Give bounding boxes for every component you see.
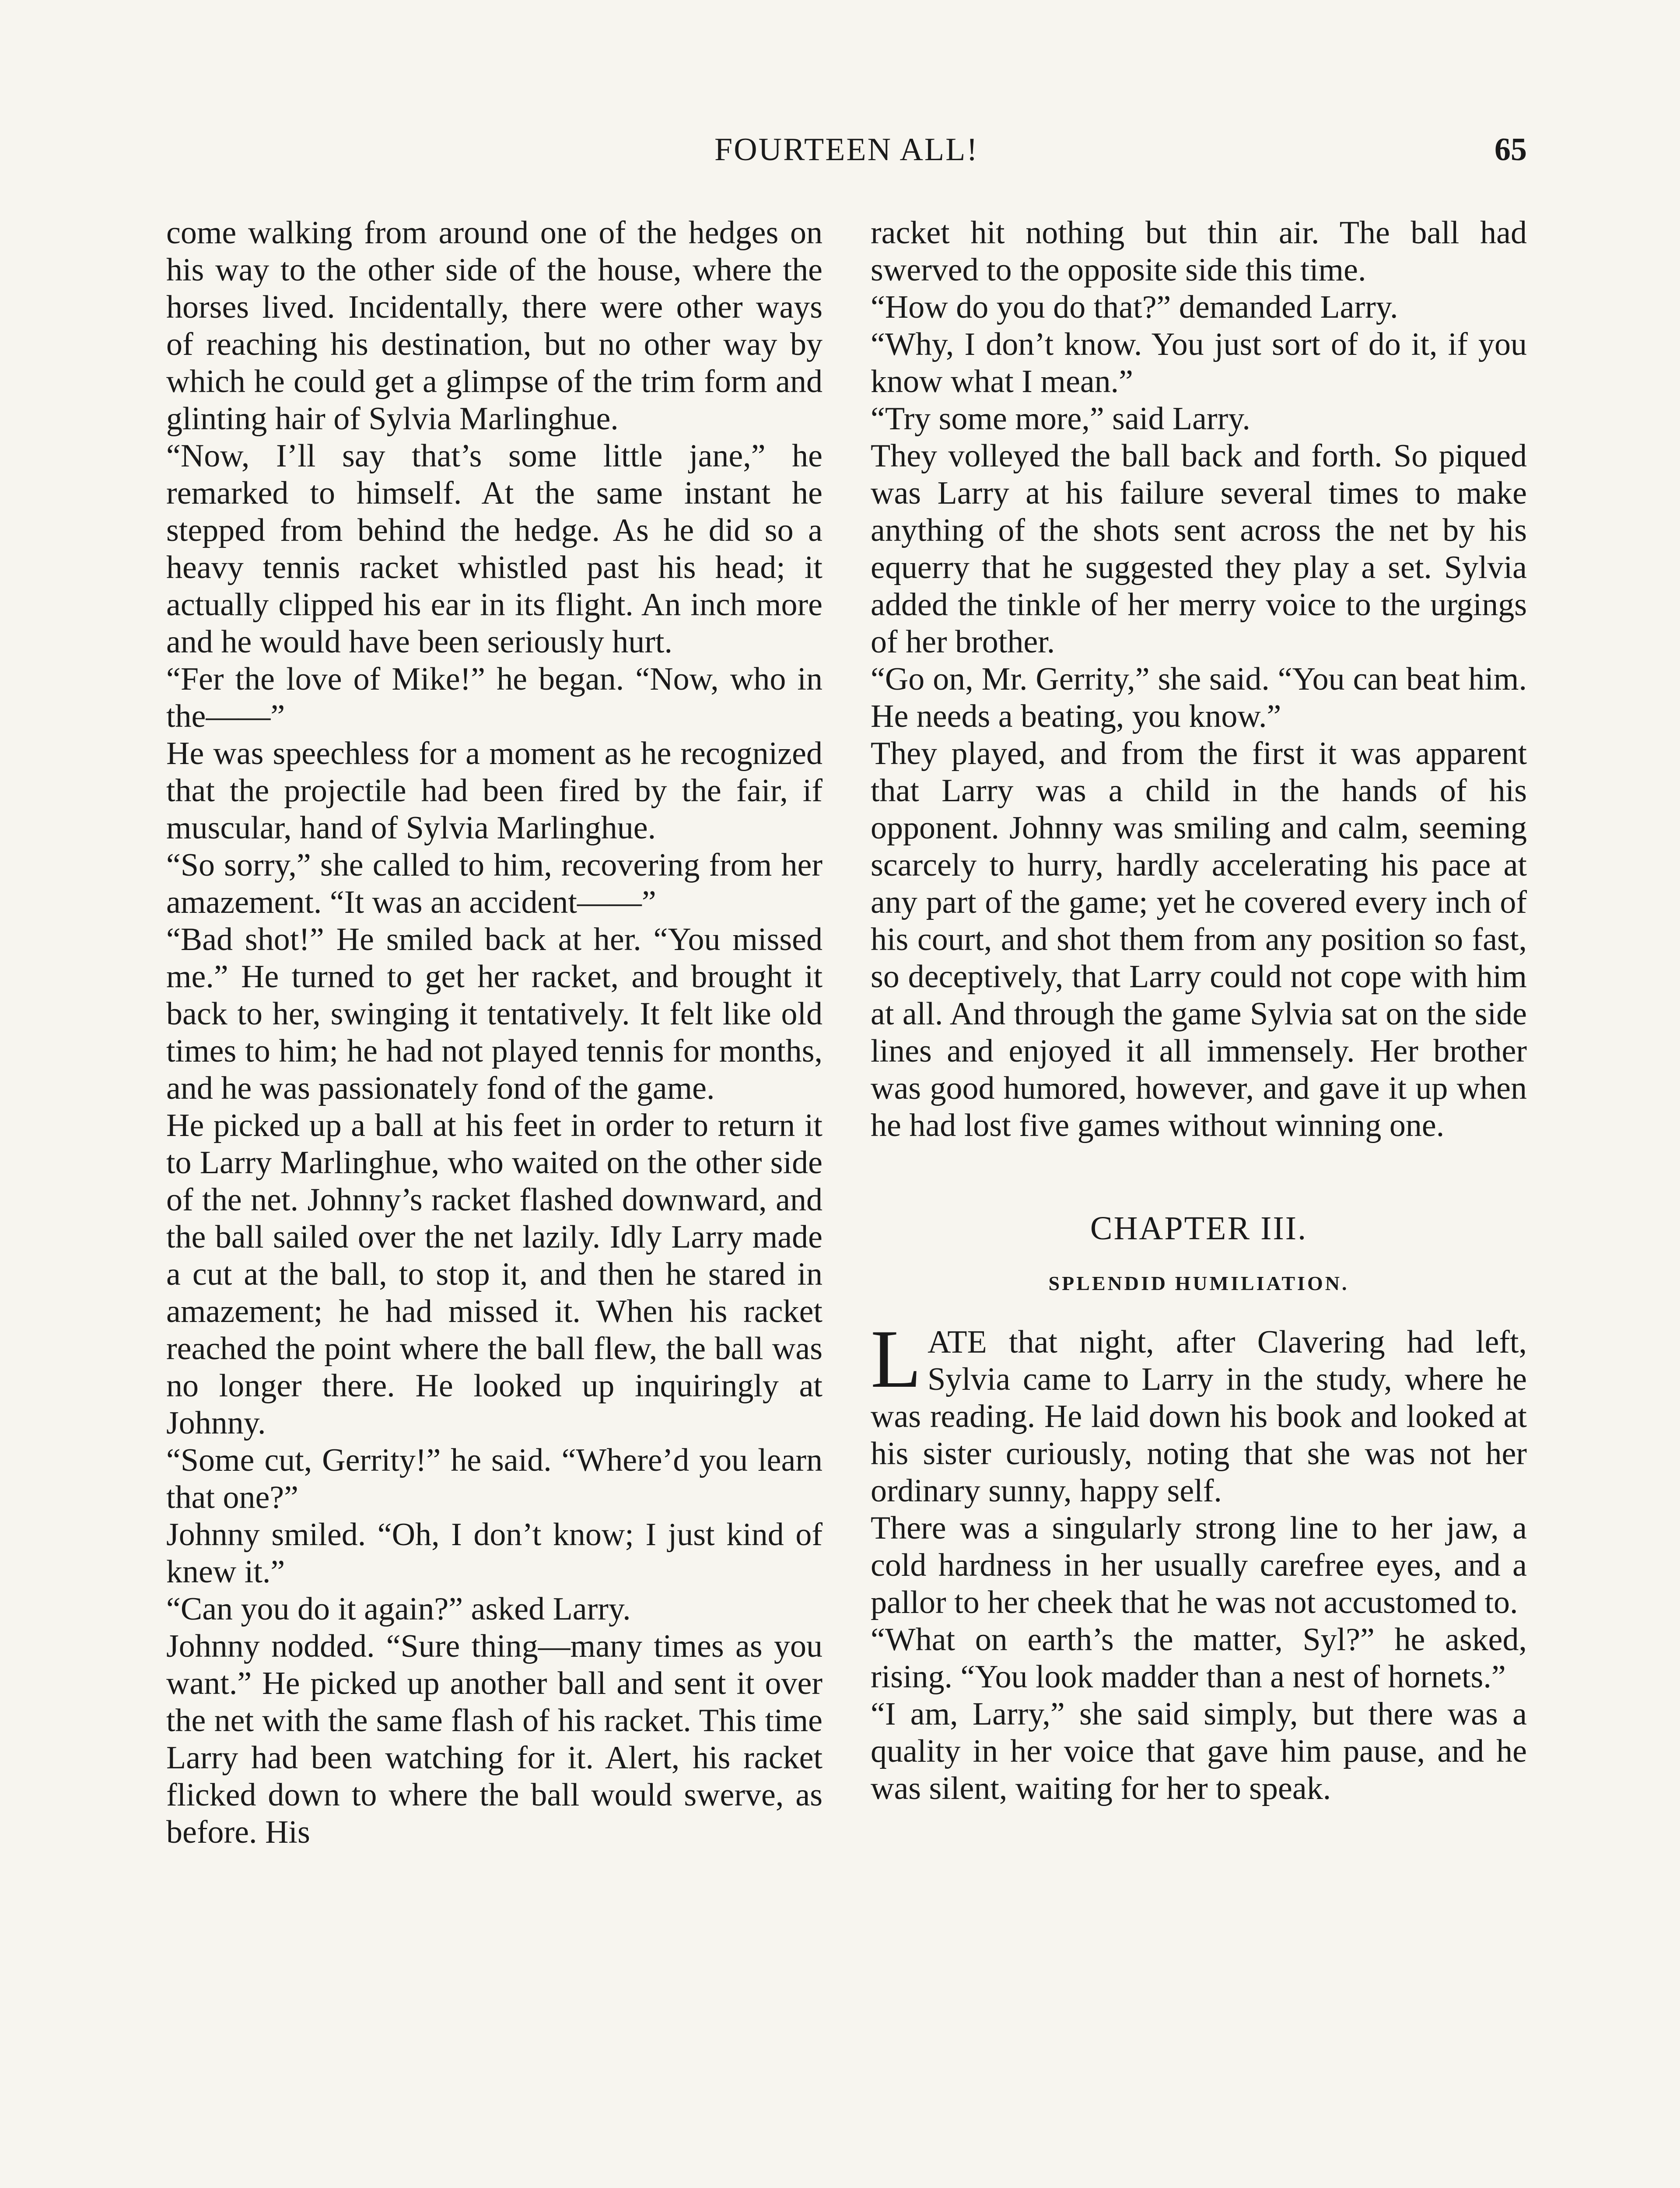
paragraph: They played, and from the first it was apparent that Larry was a child in the hands of his opponent. Johnny was smiling and calm, seeming scarcely to hurry, hardly accelerating his pace at any part of the game; yet he covered every inch of his court, and shot them from any position so fast, so deceptively, that Larry could not cope with him at all. And through the game Sylvia sat on the side lines and enjoyed it all immensely. Her brother was good humored, however, and gave it up when he had lost five games without winning one.	[871, 736, 1527, 1143]
left-column	[166, 214, 822, 2188]
paragraph: “Go on, Mr. Gerrity,” she said. “You can beat him. He needs a beating, you know.”	[871, 661, 1527, 734]
chapter-subtitle: SPLENDID HUMILIATION.	[1048, 1272, 1349, 1294]
page-number: 65	[1494, 132, 1527, 168]
chapter-heading: CHAPTER III.	[1090, 1210, 1308, 1247]
paragraph: They volleyed the ball back and forth. So piqued was Larry at his failure several times to make anything of the shots sent across the net by his equerry that he suggested they play a set. Sylvia added the tinkle of her merry voice to the urgings of her brother.	[871, 438, 1527, 660]
paragraph: “Now, I’ll say that’s some little jane,” he remarked to himself. At the same instant he stepped from behind the hedge. As he did so a heavy tennis racket whistled past his head; it actually clipped his ear in its flight. An inch more and he would have been seriously hurt.	[166, 438, 822, 660]
paragraph: “So sorry,” she called to him, recovering from her amazement. “It was an accident——”	[166, 847, 822, 920]
paragraph: “Some cut, Gerrity!” he said. “Where’d you learn that one?”	[166, 1442, 822, 1515]
paragraph: “Why, I don’t know. You just sort of do it, if you know what I mean.”	[871, 326, 1527, 400]
paragraph: “Fer the love of Mike!” he began. “Now, who in the——”	[166, 661, 822, 734]
paragraph: come walking from around one of the hedges on his way to the other side of the house, where the horses lived. Incidentally, there were other ways of reaching his destination, but no other way by which he could get a glimpse of the trim form and glinting hair of Sylvia Marlinghue.	[166, 215, 822, 437]
chapter-first-paragraph	[871, 1313, 1527, 1510]
paragraph: racket hit nothing but thin air. The ball had swerved to the opposite side this time.	[871, 215, 1527, 288]
paragraph: He was speechless for a moment as he recognized that the projectile had been fired by the fair, if muscular, hand of Sylvia Marlinghue.	[166, 736, 822, 846]
paragraph: Johnny smiled. “Oh, I don’t know; I just kind of knew it.”	[166, 1517, 822, 1590]
paragraph: “Bad shot!” He smiled back at her. “You missed me.” He turned to get her racket, and brought it back to her, swinging it tentatively. It felt like old times to him; he had not played tennis for months, and he was passionately fond of the game.	[166, 922, 822, 1106]
right-column	[871, 214, 1527, 2188]
paragraph: There was a singularly strong line to her jaw, a cold hardness in her usually carefree eyes, and a pallor to her cheek that he was not accustomed to.	[871, 1510, 1527, 1620]
running-head	[166, 131, 1527, 197]
drop-cap: L	[871, 1313, 922, 1405]
paragraph: Johnny nodded. “Sure thing—many times as you want.” He picked up another ball and sent it over the net with the same flash of his racket. This time Larry had been watching for it. Alert, his racket flicked down to where the ball would swerve, as before. His	[166, 1628, 822, 1850]
book-page	[166, 131, 1527, 2188]
paragraph: He picked up a ball at his feet in order to return it to Larry Marlinghue, who waited on the other side of the net. Johnny’s racket flashed downward, and the ball sailed over the net lazily. Idly Larry made a cut at the ball, to stop it, and then he stared in amazement; he had missed it. When his racket reached the point where the ball flew, the ball was no longer there. He looked up inquiringly at Johnny.	[166, 1108, 822, 1441]
running-title: FOURTEEN ALL!	[714, 132, 979, 168]
text-columns	[166, 214, 1527, 2188]
chapter-first-paragraph-text: ATE that night, after Clavering had left, Sylvia came to Larry in the study, where he was reading. He laid down his book and looked at his sister curiously, noting that she was not her ordinary sunny, happy self.	[871, 1324, 1527, 1509]
paragraph: “How do you do that?” demanded Larry.	[871, 289, 1398, 325]
paragraph: “Can you do it again?” asked Larry.	[166, 1591, 631, 1627]
paragraph: “What on earth’s the matter, Syl?” he asked, rising. “You look madder than a nest of hornets.”	[871, 1622, 1527, 1695]
paragraph: “I am, Larry,” she said simply, but there was a quality in her voice that gave him pause, and he was silent, waiting for her to speak.	[871, 1696, 1527, 1806]
paragraph: “Try some more,” said Larry.	[871, 401, 1250, 437]
